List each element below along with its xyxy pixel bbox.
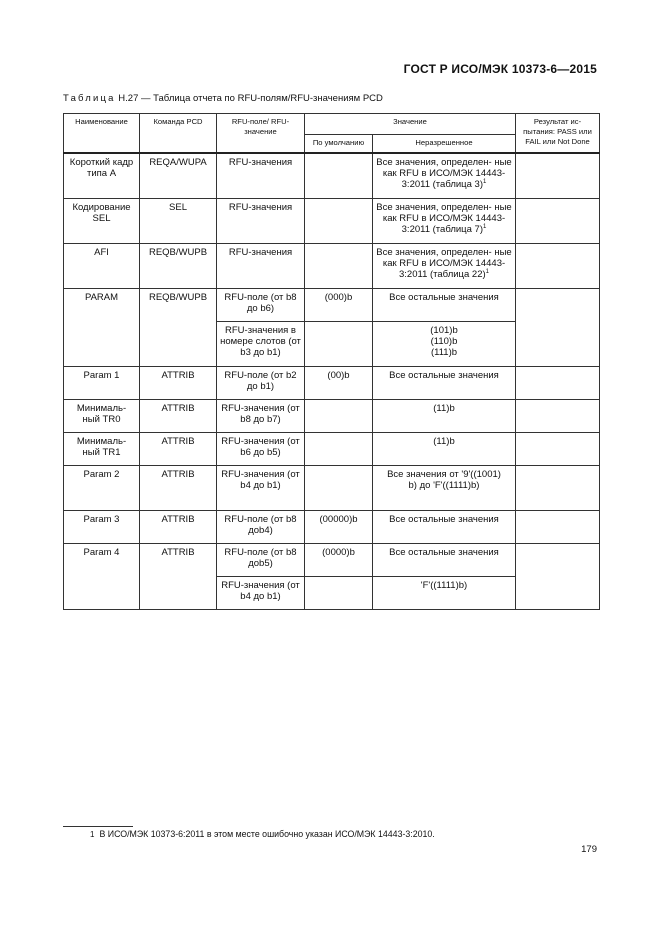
page-number: 179 bbox=[581, 844, 597, 855]
cell-field: RFU-поле (от b8 доb5) bbox=[217, 544, 305, 577]
cell-result bbox=[516, 367, 600, 400]
footnote-divider bbox=[63, 826, 133, 827]
cell-name: Param 1 bbox=[64, 367, 140, 400]
cell-default: (0000)b bbox=[305, 544, 373, 577]
cell-field: RFU-значения (от b8 до b7) bbox=[217, 400, 305, 433]
footnote-ref: 1 bbox=[485, 269, 489, 275]
cell-result bbox=[516, 199, 600, 244]
table-row bbox=[64, 289, 600, 322]
cell-name: Короткий кадр типа А bbox=[64, 153, 140, 199]
cell-result bbox=[516, 400, 600, 433]
col-header-default: По умолчанию bbox=[305, 135, 373, 154]
cell-default bbox=[305, 577, 373, 610]
forbidden-text: Все значения, определен- ные как RFU в ИСО/МЭК 14443-3:2011 (таблица 7) bbox=[376, 202, 512, 235]
cell-default bbox=[305, 322, 373, 367]
cell-field: RFU-поле (от b8 до b6) bbox=[217, 289, 305, 322]
cell-default: (00000)b bbox=[305, 511, 373, 544]
cell-default bbox=[305, 199, 373, 244]
footnote-text: В ИСО/МЭК 10373-6:2011 в этом месте ошибочно указан ИСО/МЭК 14443-3:2010. bbox=[99, 829, 435, 839]
col-header-name: Наименование bbox=[64, 114, 140, 154]
cell-default: (000)b bbox=[305, 289, 373, 322]
cell-forbidden: 'F'((1111)b) bbox=[373, 577, 516, 610]
cell-result bbox=[516, 244, 600, 289]
col-header-result: Результат ис- пытания: PASS или FAIL или Not Done bbox=[516, 114, 600, 154]
cell-forbidden: Все остальные значения bbox=[373, 367, 516, 400]
cell-field: RFU-значения (от b4 до b1) bbox=[217, 577, 305, 610]
cell-default bbox=[305, 433, 373, 466]
table-row bbox=[64, 466, 600, 511]
cell-field: RFU-значения bbox=[217, 199, 305, 244]
forbidden-text: Все значения, определен- ные как RFU в ИСО/МЭК 14443-3:2011 (таблица 22) bbox=[376, 247, 512, 280]
cell-forbidden: Все остальные значения bbox=[373, 544, 516, 577]
cell-command: REQB/WUPB bbox=[140, 289, 217, 367]
col-header-value: Значение bbox=[305, 114, 516, 135]
cell-name: AFI bbox=[64, 244, 140, 289]
cell-command: SEL bbox=[140, 199, 217, 244]
rfu-report-table bbox=[63, 113, 600, 610]
cell-field: RFU-значения (от b4 до b1) bbox=[217, 466, 305, 511]
table-row bbox=[64, 244, 600, 289]
footnote-ref: 1 bbox=[483, 224, 487, 230]
table-caption bbox=[63, 93, 383, 104]
table-row bbox=[64, 367, 600, 400]
cell-command: ATTRIB bbox=[140, 511, 217, 544]
cell-forbidden: Все остальные значения bbox=[373, 289, 516, 322]
cell-field: RFU-поле (от b2 до b1) bbox=[217, 367, 305, 400]
table-row bbox=[64, 544, 600, 577]
cell-forbidden bbox=[373, 199, 516, 244]
cell-name: PARAM bbox=[64, 289, 140, 367]
cell-default bbox=[305, 244, 373, 289]
cell-field: RFU-поле (от b8 доb4) bbox=[217, 511, 305, 544]
table-row bbox=[64, 400, 600, 433]
forbidden-text: Все значения, определен- ные как RFU в ИСО/МЭК 14443-3:2011 (таблица 3) bbox=[376, 157, 512, 190]
cell-name: Param 3 bbox=[64, 511, 140, 544]
cell-command: REQB/WUPB bbox=[140, 244, 217, 289]
table-row bbox=[64, 511, 600, 544]
cell-default bbox=[305, 153, 373, 199]
cell-result bbox=[516, 433, 600, 466]
table-row bbox=[64, 433, 600, 466]
cell-command: ATTRIB bbox=[140, 367, 217, 400]
cell-name: Минималь- ный TR0 bbox=[64, 400, 140, 433]
cell-command: ATTRIB bbox=[140, 466, 217, 511]
cell-result bbox=[516, 544, 600, 610]
cell-command: REQA/WUPA bbox=[140, 153, 217, 199]
footnote bbox=[90, 829, 435, 839]
cell-result bbox=[516, 153, 600, 199]
caption-prefix: Таблица bbox=[63, 93, 116, 104]
cell-name: Минималь- ный TR1 bbox=[64, 433, 140, 466]
table-row bbox=[64, 199, 600, 244]
cell-command: ATTRIB bbox=[140, 544, 217, 610]
col-header-field: RFU-поле/ RFU-значение bbox=[217, 114, 305, 154]
cell-field: RFU-значения bbox=[217, 244, 305, 289]
cell-default bbox=[305, 466, 373, 511]
footnote-ref: 1 bbox=[483, 179, 487, 185]
cell-command: ATTRIB bbox=[140, 433, 217, 466]
caption-title: Н.27 — Таблица отчета по RFU-полям/RFU-значениям PCD bbox=[115, 93, 383, 104]
cell-default bbox=[305, 400, 373, 433]
cell-forbidden bbox=[373, 153, 516, 199]
cell-field: RFU-значения bbox=[217, 153, 305, 199]
document-header: ГОСТ Р ИСО/МЭК 10373-6—2015 bbox=[403, 62, 597, 76]
col-header-forbidden: Неразрешенное bbox=[373, 135, 516, 154]
cell-name: Param 4 bbox=[64, 544, 140, 610]
cell-forbidden: Все остальные значения bbox=[373, 511, 516, 544]
cell-forbidden bbox=[373, 244, 516, 289]
cell-command: ATTRIB bbox=[140, 400, 217, 433]
cell-field: RFU-значения (от b6 до b5) bbox=[217, 433, 305, 466]
cell-result bbox=[516, 466, 600, 511]
cell-default: (00)b bbox=[305, 367, 373, 400]
cell-result bbox=[516, 289, 600, 367]
cell-field: RFU-значения в номере слотов (от b3 до b1) bbox=[217, 322, 305, 367]
cell-forbidden: (101)b (110)b (111)b bbox=[373, 322, 516, 367]
cell-forbidden: (11)b bbox=[373, 400, 516, 433]
cell-forbidden: Все значения от '9'((1001) b) до 'F'((1111)b) bbox=[373, 466, 516, 511]
table-row bbox=[64, 153, 600, 199]
cell-name: Кодирование SEL bbox=[64, 199, 140, 244]
cell-result bbox=[516, 511, 600, 544]
cell-name: Param 2 bbox=[64, 466, 140, 511]
cell-forbidden: (11)b bbox=[373, 433, 516, 466]
footnote-number: 1 bbox=[90, 830, 95, 839]
col-header-command: Команда PCD bbox=[140, 114, 217, 154]
